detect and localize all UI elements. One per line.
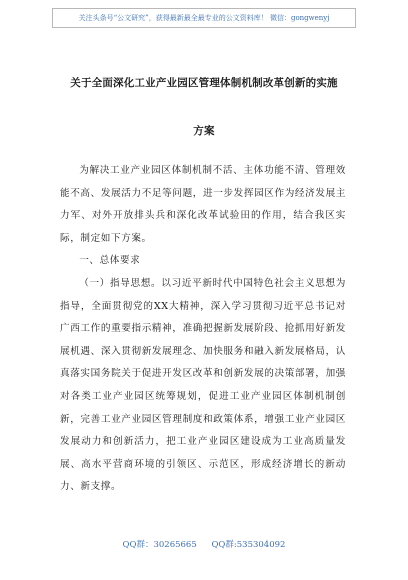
document-title-line-1: 关于全面深化工业产业园区管理体制机制改革创新的实施 bbox=[70, 77, 338, 89]
intro-paragraph: 为解决工业产业园区体制机制不活、主体功能不清、管理效能不高、发展活力不足等问题，进一步发挥园区作为经济发展主力军、对外开放排头兵和深化改革试验田的作用，结合我区实际，制定如下方案。 bbox=[60, 165, 346, 244]
footer-qq-group-2: QQ群:535304092 bbox=[211, 540, 286, 550]
footer-qq-group-1: QQ群：30265665 bbox=[122, 540, 197, 550]
document-body bbox=[60, 160, 346, 499]
section-heading: 一、总体要求 bbox=[79, 255, 141, 267]
promo-banner bbox=[52, 8, 356, 28]
document-title-line-2: 方案 bbox=[193, 125, 215, 137]
promo-banner-text: 关注头条号“公文研究”，获得最新最全最专业的公文资料库！ 微信：gongwenyj bbox=[78, 14, 330, 22]
footer-contact bbox=[0, 538, 408, 550]
guiding-ideology-paragraph: （一）指导思想。以习近平新时代中国特色社会主义思想为指导，全面贯彻党的XX大精神，深入学习贯彻习近平总书记对广西工作的重要指示精神，准确把握新发展阶段、抢抓用好新发展机遇、深入贯彻新发展理念、加快服务和融入新发展格局，认真落实国务院关于促进开发区改革和创新发展的决策部署，加强对各类工业产业园区统筹规划，促进工业产业园区体制机制创新，完善工业产业园区管理制度和政策体系，增强工业产业园区发展动力和创新活力，把工业产业园区建设成为工业高质量发展、高水平营商环境的引领区、示范区，形成经济增长的新动力、新支撑。 bbox=[60, 277, 346, 493]
